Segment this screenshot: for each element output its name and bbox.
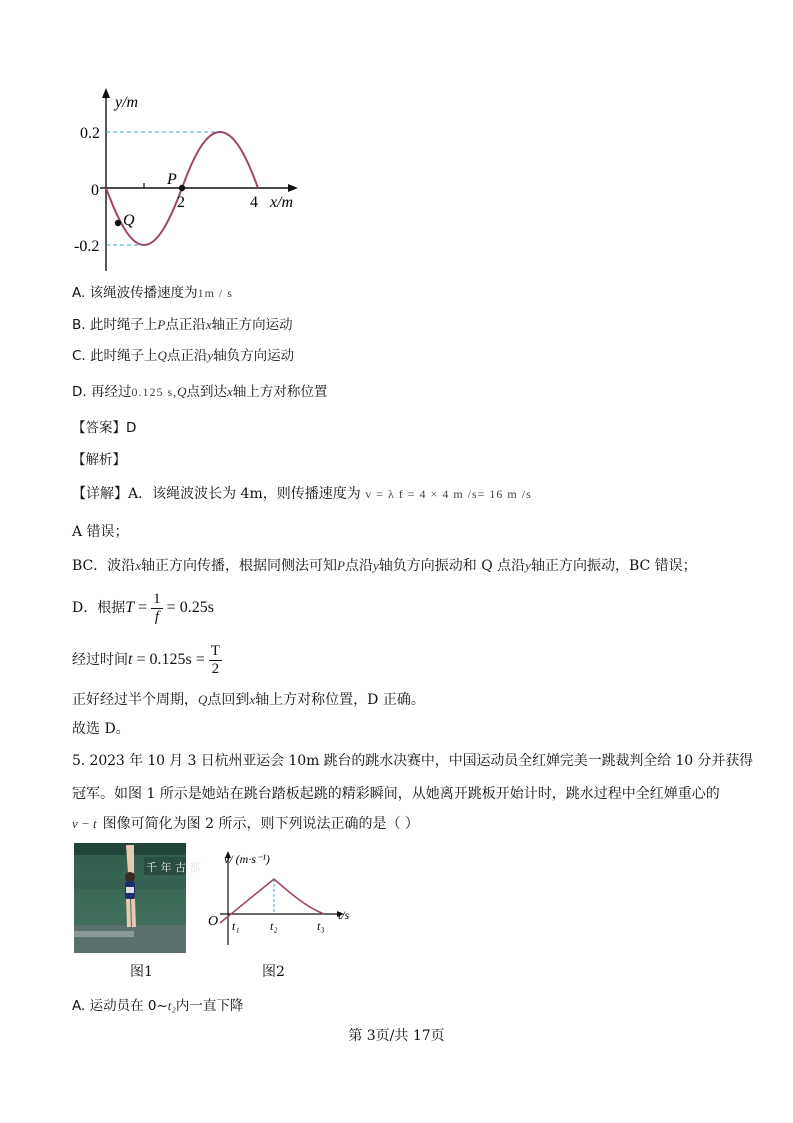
- detail-line3-b: 轴正方向传播，根据同侧法可知: [141, 558, 338, 574]
- detail-line6-a: 正好经过半个周期，: [72, 692, 198, 708]
- y-tick-neg-0.2: -0.2: [74, 238, 100, 255]
- point-p-dot: [179, 185, 185, 191]
- option-a: [72, 283, 233, 303]
- fig2-t2: t₂: [270, 919, 278, 933]
- option-b-var2: x: [205, 317, 212, 332]
- option-a-text: A. 该绳波传播速度为: [72, 285, 198, 301]
- q5-option-a-suffix: 内一直下降: [175, 998, 244, 1014]
- detail-line-3: [72, 556, 697, 576]
- figure2-caption: 图2: [262, 964, 285, 980]
- option-d-var1: Q: [177, 384, 187, 399]
- detail-line6-q: Q: [198, 692, 208, 707]
- option-c-text1: C. 此时绳子上: [72, 348, 158, 364]
- fig2-x-label: t/s: [338, 908, 350, 922]
- detail-line5-t: t: [128, 651, 133, 668]
- figure2-vt-graph: [198, 845, 358, 957]
- detail-line-2: A 错误；: [72, 524, 129, 540]
- option-c-text2: 点正沿: [166, 348, 208, 364]
- detail-line3-e: 轴正方向振动，BC 错误；: [530, 558, 697, 574]
- detail-line1-text: 【详解】A．该绳波波长为 4m，则传播速度为: [72, 486, 361, 502]
- x-tick-2: 2: [177, 194, 185, 211]
- option-d: [72, 382, 327, 402]
- fraction-num: T: [210, 642, 220, 659]
- detail-line3-p: P: [337, 558, 345, 573]
- figure1-caption: 图1: [130, 964, 153, 980]
- origin-label: 0: [91, 182, 99, 199]
- option-d-text2: 点到达: [186, 384, 228, 400]
- fig2-t3: t₃: [317, 919, 325, 933]
- x-axis-label: x/m: [270, 194, 294, 211]
- y-axis-arrow: [102, 88, 110, 98]
- point-p-label: P: [167, 171, 177, 188]
- detail-line3-y1: y: [373, 558, 379, 573]
- option-c: [72, 346, 294, 366]
- y-axis-label: y/m: [115, 94, 139, 111]
- question5-line3-text: 图像可简化为图 2 所示，则下列说法正确的是（ ）: [102, 816, 419, 832]
- photo-platform: [74, 925, 186, 953]
- option-b-text2: 点正沿: [165, 317, 206, 333]
- detail-line6-c: 轴上方对称位置，D 正确。: [255, 692, 425, 708]
- fig2-y-label: v/ (m·s⁻¹): [224, 852, 270, 866]
- question5-option-a: [72, 996, 243, 1016]
- detail-line3-d: 轴负方向振动和 Q 点沿: [378, 558, 526, 574]
- detail-line5-a: 经过时间: [72, 652, 128, 668]
- detail-line-4: [72, 588, 214, 628]
- option-b-var1: P: [157, 317, 166, 332]
- point-q-dot: [115, 220, 121, 226]
- q5-option-a-prefix: A. 运动员在 0~: [72, 998, 168, 1014]
- page-footer: 第 3页/共 17页: [348, 1028, 445, 1044]
- question5-line-1: 5. 2023 年 10 月 3 日杭州亚运会 10m 跳台的跳水决赛中，中国运动员全红婵完美一跳裁判全给 10 分并获得: [72, 753, 754, 769]
- option-c-var2: y: [207, 348, 214, 363]
- option-a-math: 1m / s: [197, 286, 233, 300]
- wave-graph: [60, 85, 320, 280]
- analysis-line: 【解析】: [72, 452, 126, 468]
- detail-line4-eq: =: [134, 599, 152, 616]
- option-d-math: 0.125 s,: [131, 385, 178, 399]
- y-tick-0.2: 0.2: [80, 125, 100, 142]
- option-c-text3: 轴负方向运动: [213, 348, 295, 364]
- point-q-label: Q: [123, 212, 135, 229]
- question5-line-3: [72, 814, 419, 834]
- fraction-num: 1: [153, 590, 161, 607]
- detail-line-1: [72, 484, 532, 504]
- detail-line4-res: = 0.25s: [162, 599, 214, 616]
- detail-line-5: [72, 640, 222, 680]
- detail-line-7: 故选 D。: [72, 721, 130, 737]
- figure1-photo: [74, 843, 201, 953]
- detail-line6-b: 点回到: [207, 692, 250, 708]
- option-b: [72, 315, 293, 335]
- detail-line-6: [72, 690, 425, 710]
- detail-line1-math: v = λ f = 4 × 4 m /s= 16 m /s: [365, 487, 532, 501]
- question5-line-2: 冠军。如图 1 所示是她站在跳台踏板起跳的精彩瞬间，从她离开跳板开始计时，跳水过程中全红婵重心的: [72, 786, 720, 802]
- fraction-den: f: [154, 608, 159, 625]
- detail-line3-a: BC．波沿: [72, 558, 136, 574]
- option-b-text3: 轴正方向运动: [211, 317, 293, 333]
- detail-line6-x: x: [249, 692, 256, 707]
- option-d-var2: x: [227, 384, 233, 399]
- fraction-1-over-f: [151, 591, 163, 626]
- answer-line: 【答案】D: [72, 420, 137, 436]
- detail-line3-y2: y: [525, 558, 531, 573]
- question5-vt-math: v − t: [72, 816, 97, 831]
- detail-line3-x: x: [135, 558, 142, 573]
- x-tick-4: 4: [250, 194, 258, 211]
- fig2-velocity-line: [220, 879, 324, 923]
- option-d-text3: 轴上方对称位置: [232, 384, 328, 400]
- fig2-origin: O: [208, 914, 219, 929]
- photo-sign-text: 千 年 古 都: [146, 861, 201, 874]
- detail-line5-eq: = 0.125s =: [132, 651, 209, 668]
- option-d-text1: D. 再经过: [72, 384, 132, 400]
- option-b-text1: B. 此时绳子上: [72, 317, 158, 333]
- fig2-t1: t₁: [232, 919, 240, 933]
- q5-option-a-t2: t₂: [167, 998, 176, 1013]
- option-c-var1: Q: [157, 348, 167, 363]
- fraction-den: 2: [211, 660, 220, 677]
- detail-line4-a: D．根据: [72, 600, 126, 616]
- x-axis-arrow: [288, 184, 298, 192]
- detail-line3-c: 点沿: [345, 558, 373, 574]
- detail-line4-T: T: [125, 599, 135, 616]
- fraction-T-over-2: [209, 643, 222, 678]
